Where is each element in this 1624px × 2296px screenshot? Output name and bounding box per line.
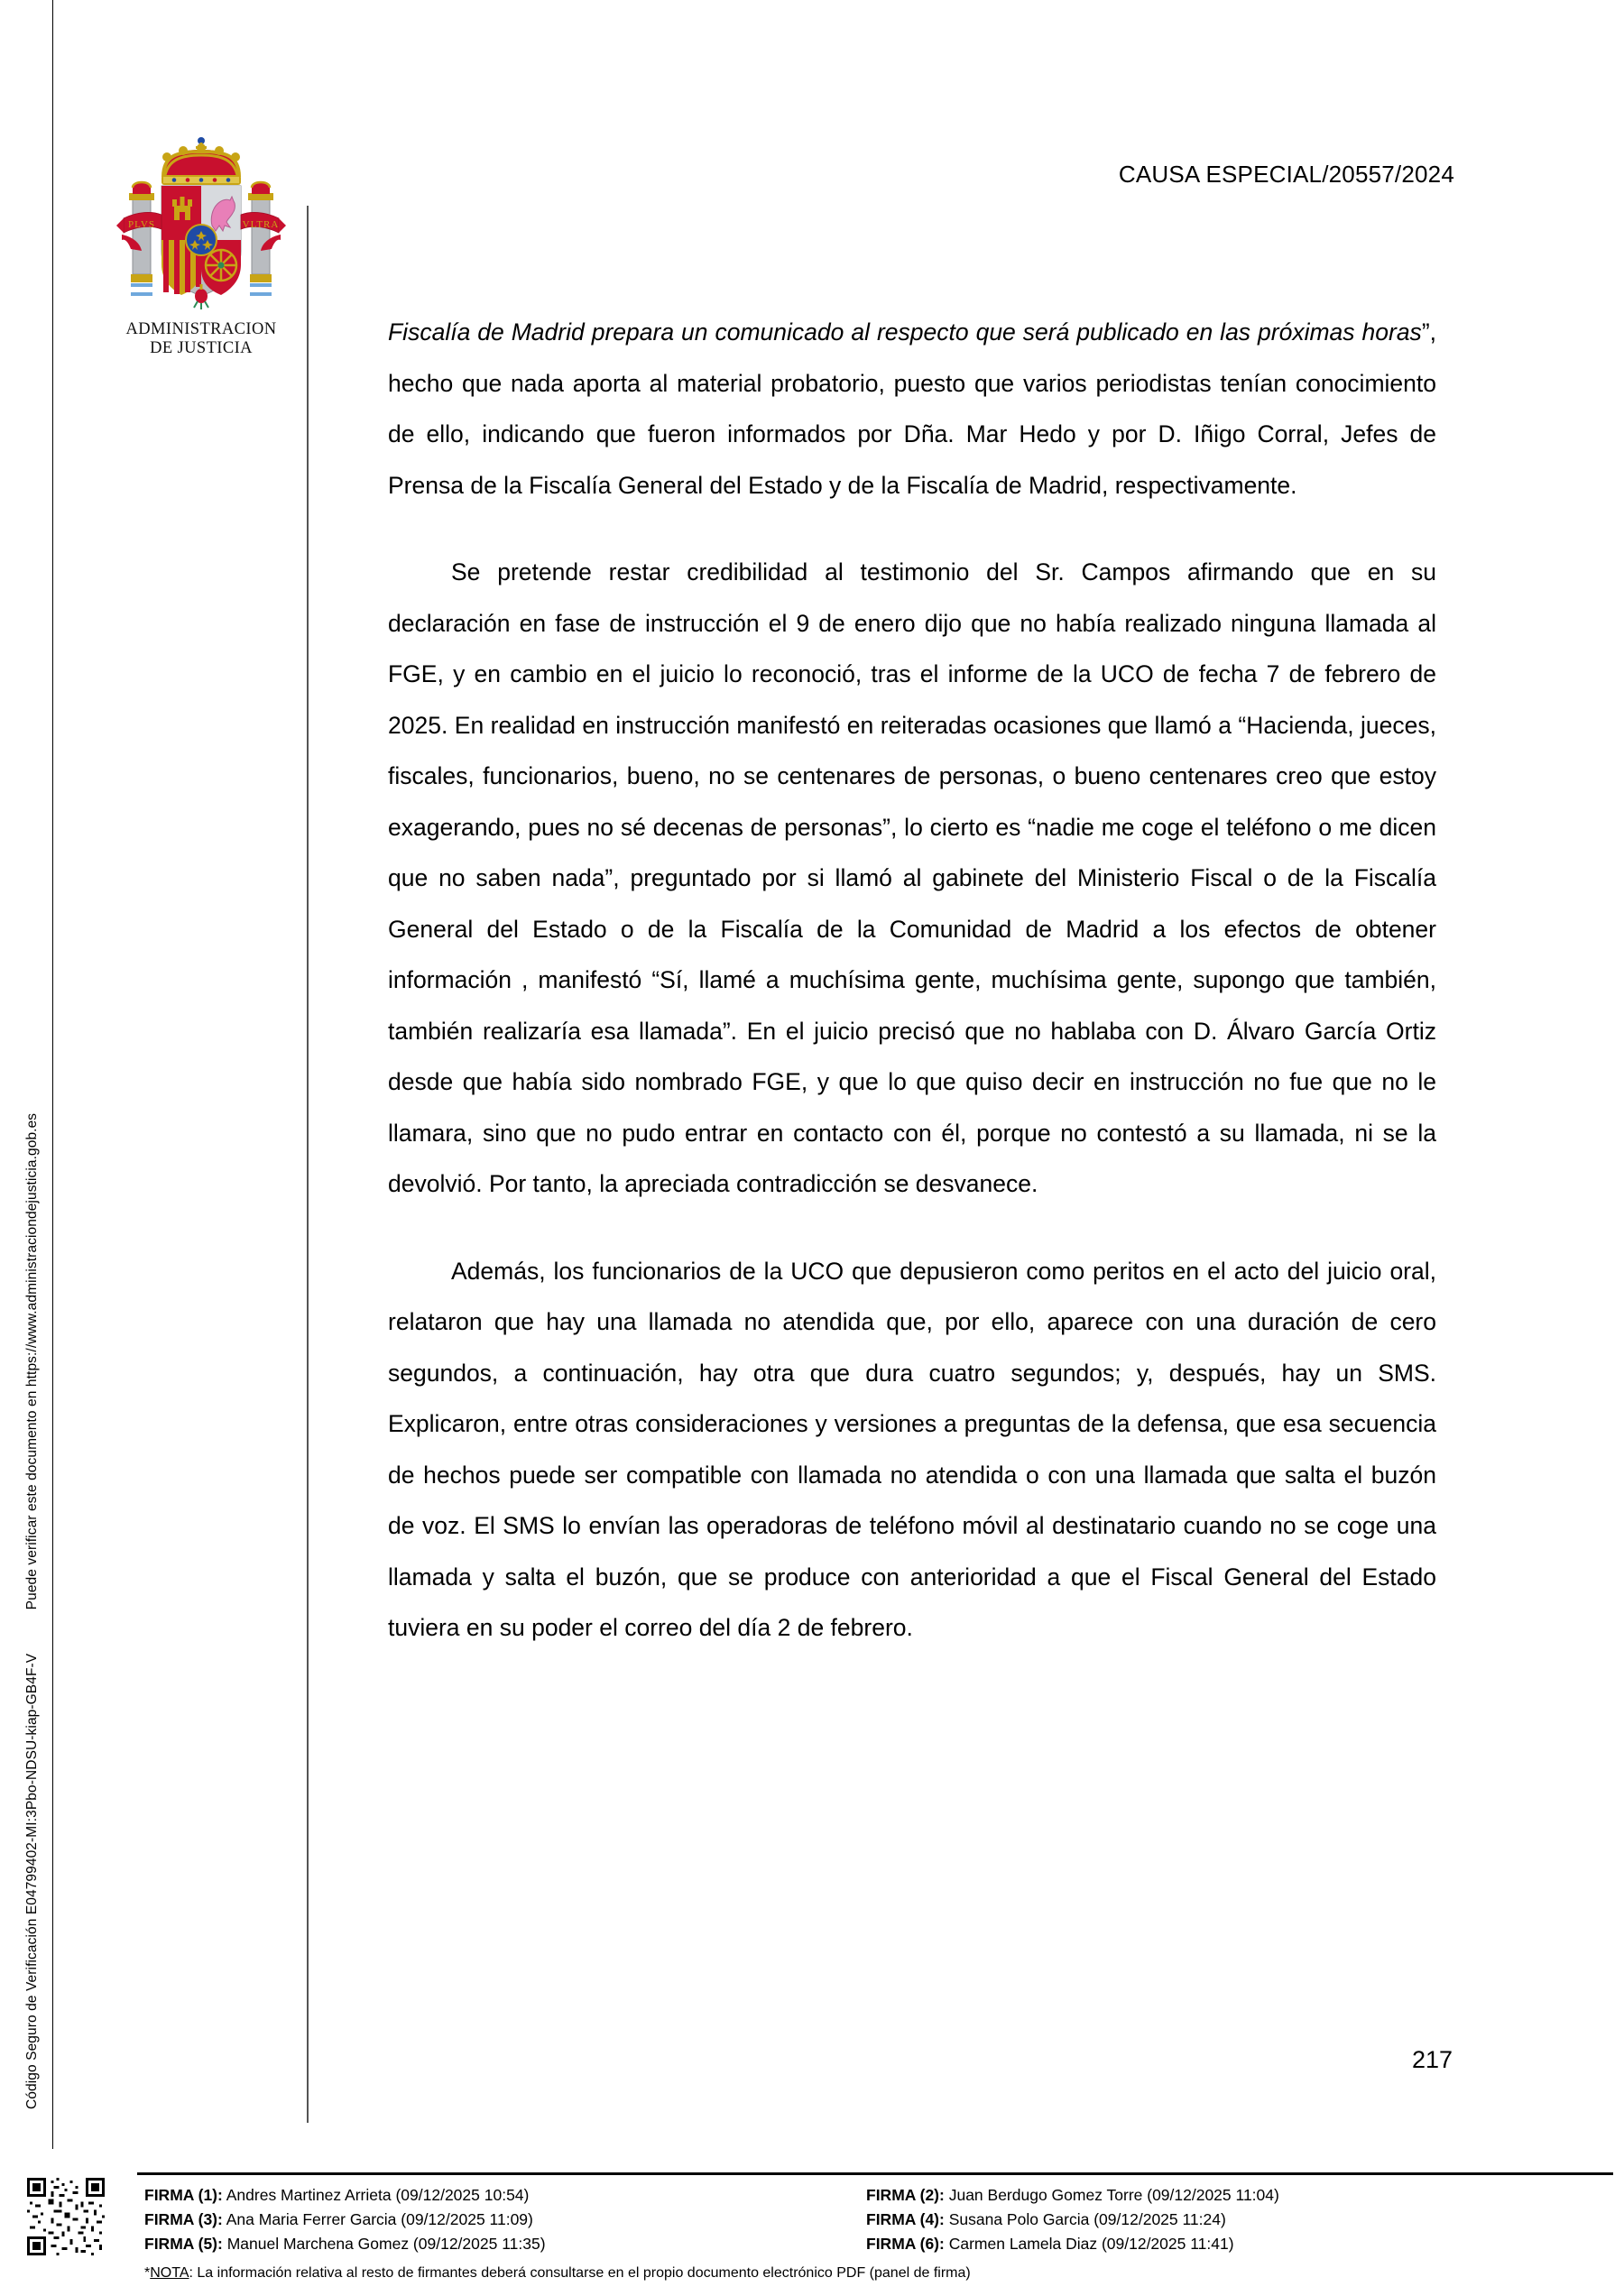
- paragraph-2: Se pretende restar credibilidad al testimonio del Sr. Campos afirmando que en su declaración en fase de instrucción el 9 de enero dijo que no había realizado ninguna llamada al FGE, y en cambio en el juicio lo reconoció, tras el informe de la UCO de fecha 7 de febrero de 2025. En realidad en instrucción manifestó en reiteradas ocasiones que llamó a “Hacienda, jueces, fiscales, funcionarios, bueno, no se centenares de personas, o bueno centenares creo que estoy exagerando, pues no sé decenas de personas”, lo cierto es “nadie me coge el teléfono o me dicen que no saben nada”, preguntado por si llamó al gabinete del Ministerio Fiscal o de la Fiscalía General del Estado o de la Fiscalía de la Comunidad de Madrid a los efectos de obtener información , manifestó “Sí, llamé a muchísima gente, muchísima gente, supongo que también, también realizaría esa llamada”. En el juicio precisó que no hablaba con D. Álvaro García Ortiz desde que había sido nombrado FGE, y que lo que quiso decir en instrucción no fue que no le llamara, sino que no pudo entrar en contacto con él, porque no contestó a su llamada, ni se la devolvió. Por tanto, la apreciada contradicción se desvanece.: [388, 558, 1436, 1197]
- emblem-caption-line1: ADMINISTRACION: [125, 320, 277, 338]
- paragraph-1-quote: Fiscalía de Madrid prepara un comunicado al respecto que será publicado en las próximas horas: [388, 318, 1422, 346]
- paragraph-1-rest: ”, hecho que nada aporta al material probatorio, puesto que varios periodistas tenían conocimiento de ello, indicando que fueron informados por Dña. Mar Hedo y por D. Iñigo Corral, Jefes de Prensa de la Fiscalía General del Estado y de la Fiscalía de Madrid, respectivamente.: [388, 318, 1436, 499]
- signature-entry-4: [866, 2208, 1615, 2232]
- verification-text: [24, 43, 41, 2111]
- page-number: 217: [1411, 2046, 1453, 2073]
- signature-row: [144, 2232, 1615, 2256]
- spain-coat-of-arms-icon: [111, 124, 291, 318]
- footer-note-label: NOTA: [150, 2265, 189, 2281]
- signature-entry-3: [144, 2208, 866, 2232]
- signature-label-1: FIRMA (1):: [144, 2186, 223, 2204]
- signature-row: [144, 2208, 1615, 2232]
- side-strip-divider: [52, 0, 53, 2149]
- signature-row: [144, 2183, 1615, 2208]
- signature-value-1: Andres Martinez Arrieta (09/12/2025 10:54): [226, 2186, 530, 2204]
- paragraph-1: [388, 307, 1436, 511]
- signature-label-3: FIRMA (3):: [144, 2210, 223, 2228]
- signature-value-4: Susana Polo Garcia (09/12/2025 11:24): [948, 2210, 1226, 2228]
- verification-note: Puede verificar este documento en https://www.administraciondejusticia.gob.es: [24, 1112, 40, 1610]
- footer-note-text: : La información relativa al resto de firmantes deberá consultarse en el propio documento electrónico PDF (panel de firma): [189, 2265, 971, 2281]
- case-reference-header: CAUSA ESPECIAL/20557/2024: [1118, 161, 1454, 188]
- signature-entry-2: [866, 2183, 1615, 2208]
- signature-value-6: Carmen Lamela Diaz (09/12/2025 11:41): [948, 2235, 1234, 2253]
- svg-text:PLVS: PLVS: [128, 219, 155, 230]
- signature-label-2: FIRMA (2):: [866, 2186, 945, 2204]
- signature-list: [144, 2183, 1615, 2256]
- signature-entry-1: [144, 2183, 866, 2208]
- signature-label-4: FIRMA (4):: [866, 2210, 945, 2228]
- document-body: [388, 307, 1436, 1690]
- signature-entry-5: [144, 2232, 866, 2256]
- svg-text:VLTRA: VLTRA: [242, 219, 280, 230]
- signature-value-5: Manuel Marchena Gomez (09/12/2025 11:35): [226, 2235, 546, 2253]
- footer-note: [144, 2265, 971, 2282]
- signature-value-3: Ana Maria Ferrer Garcia (09/12/2025 11:09): [226, 2210, 533, 2228]
- content-divider-rule: [307, 206, 309, 2123]
- paragraph-3: Además, los funcionarios de la UCO que depusieron como peritos en el acto del juicio oral, relataron que hay una llamada no atendida que, por ello, aparece con una duración de cero segundos, a continuación, hay otra que dura cuatro segundos; y, después, hay un SMS. Explicaron, entre otras consideraciones y versiones a preguntas de la defensa, que esa secuencia de hechos puede ser compatible con llamada no atendida o con una llamada que salta el buzón de voz. El SMS lo envían las operadoras de teléfono móvil al destinatario cuando no se coge una llamada y salta el buzón, que se produce con anterioridad a que el Fiscal General del Estado tuviera en su poder el correo del día 2 de febrero.: [388, 1257, 1436, 1641]
- emblem-caption: [101, 320, 301, 357]
- signature-label-6: FIRMA (6):: [866, 2235, 945, 2253]
- qr-code-icon: [27, 2178, 105, 2255]
- footer-divider: [137, 2172, 1613, 2175]
- emblem-caption-line2: DE JUSTICIA: [150, 338, 253, 357]
- verification-side-strip: [0, 0, 56, 2149]
- signature-label-5: FIRMA (5):: [144, 2235, 223, 2253]
- signature-value-2: Juan Berdugo Gomez Torre (09/12/2025 11:04): [948, 2186, 1279, 2204]
- signature-entry-6: [866, 2232, 1615, 2256]
- verification-code: Código Seguro de Verificación E04799402-MI:3Pbo-NDSU-kiap-GB4F-V: [24, 1653, 40, 2109]
- coat-of-arms-block: [101, 124, 301, 357]
- footer-note-prefix: *: [144, 2265, 151, 2281]
